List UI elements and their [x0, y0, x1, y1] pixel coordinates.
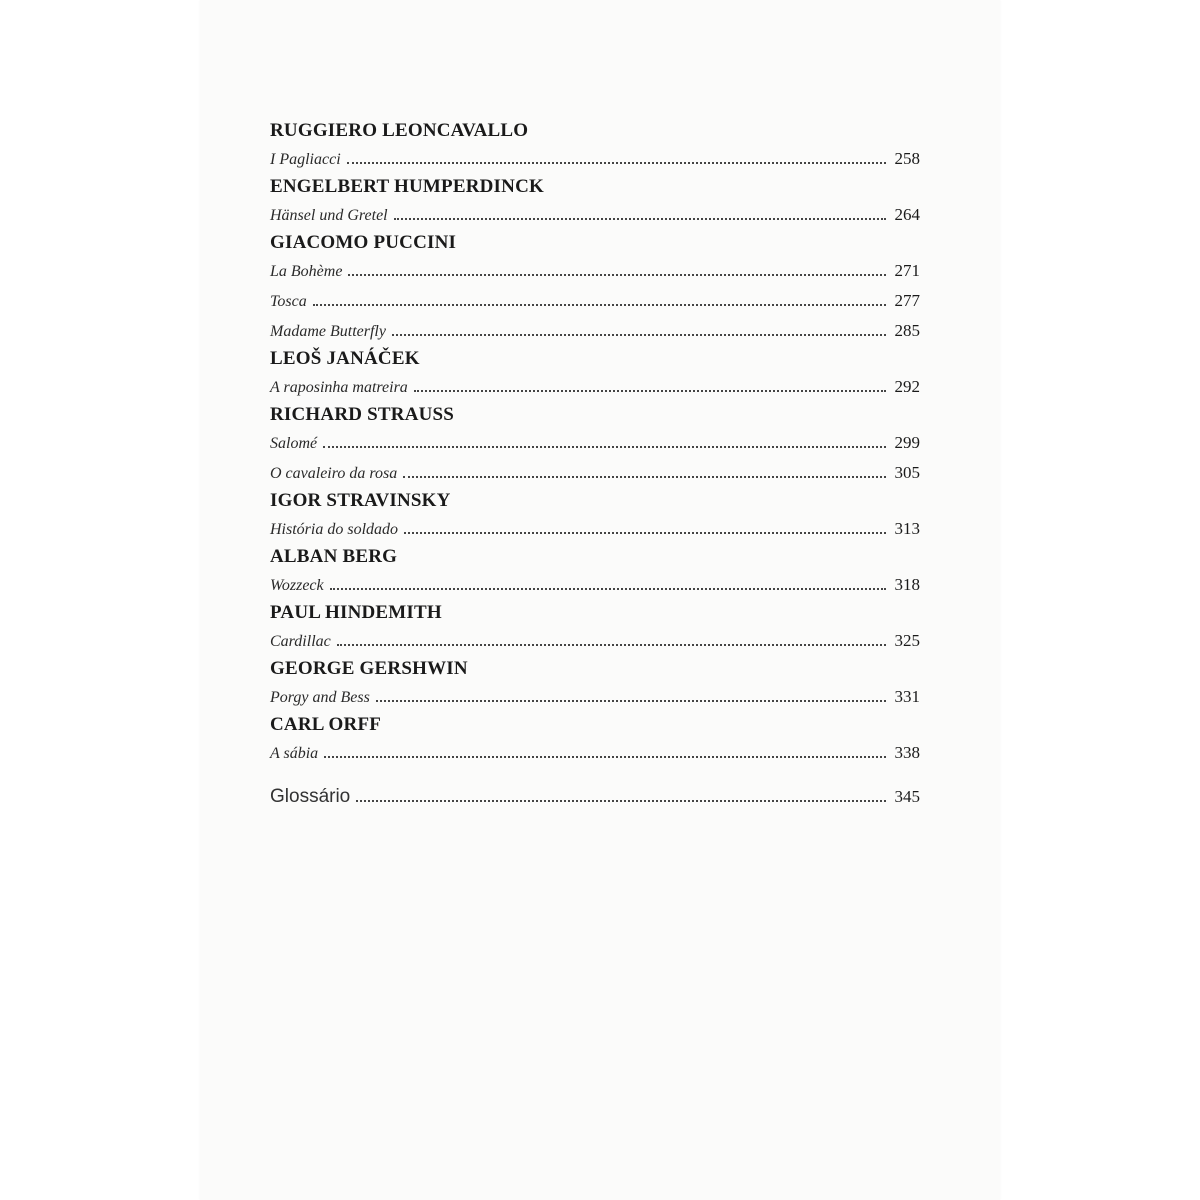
- composer-heading: RUGGIERO LEONCAVALLO: [270, 120, 529, 141]
- dot-leader: [404, 532, 886, 534]
- work-title: História do soldado: [270, 521, 399, 538]
- toc-entry: [270, 458, 920, 488]
- composer-heading: ALBAN BERG: [270, 546, 398, 567]
- composer-heading: CARL ORFF: [270, 714, 382, 735]
- toc-section: [270, 544, 920, 600]
- composer-heading: GIACOMO PUCCINI: [270, 232, 457, 253]
- dot-leader: [313, 304, 886, 306]
- toc-entry: [270, 256, 920, 286]
- page-number: 292: [894, 377, 920, 396]
- page-number: 313: [894, 519, 920, 538]
- composer-heading: LEOŠ JANÁČEK: [270, 348, 420, 369]
- toc-section: [270, 712, 920, 768]
- toc-entry: [270, 286, 920, 316]
- dot-leader: [347, 162, 886, 164]
- toc-section: [270, 174, 920, 230]
- work-title: Wozzeck: [270, 577, 324, 594]
- dot-leader: [356, 800, 886, 802]
- page-number: 258: [894, 149, 920, 168]
- dot-leader: [414, 390, 886, 392]
- work-title: Porgy and Bess: [270, 689, 370, 706]
- composer-heading: ENGELBERT HUMPERDINCK: [270, 176, 544, 197]
- toc-entry: [270, 428, 920, 458]
- toc-section: [270, 600, 920, 656]
- dot-leader: [376, 700, 886, 702]
- page-number: 305: [894, 463, 920, 482]
- table-of-contents: [270, 118, 920, 812]
- page-number: 264: [894, 205, 920, 224]
- toc-entry: [270, 144, 920, 174]
- work-title: I Pagliacci: [270, 151, 341, 168]
- toc-entry: [270, 626, 920, 656]
- composer-heading: PAUL HINDEMITH: [270, 602, 442, 623]
- toc-section: [270, 118, 920, 174]
- dot-leader: [337, 644, 886, 646]
- page-number: 277: [894, 291, 920, 310]
- dot-leader: [324, 756, 886, 758]
- page-number: 325: [894, 631, 920, 650]
- toc-entry: [270, 570, 920, 600]
- work-title: Madame Butterfly: [270, 323, 386, 340]
- work-title: Cardillac: [270, 633, 331, 650]
- dot-leader: [323, 446, 886, 448]
- toc-entry: [270, 200, 920, 230]
- toc-entry: [270, 682, 920, 712]
- toc-section: [270, 346, 920, 402]
- work-title: La Bohème: [270, 263, 343, 280]
- composer-heading: RICHARD STRAUSS: [270, 404, 455, 425]
- work-title: O cavaleiro da rosa: [270, 465, 398, 482]
- toc-section: [270, 402, 920, 488]
- toc-entry: [270, 514, 920, 544]
- work-title: Tosca: [270, 293, 307, 310]
- composer-heading: GEORGE GERSHWIN: [270, 658, 468, 679]
- toc-section: [270, 230, 920, 346]
- glossary-entry: [270, 782, 920, 812]
- page-number: 318: [894, 575, 920, 594]
- dot-leader: [394, 218, 886, 220]
- page-number: 345: [894, 787, 920, 806]
- dot-leader: [348, 274, 886, 276]
- work-title: A sábia: [270, 745, 319, 762]
- composer-heading: IGOR STRAVINSKY: [270, 490, 451, 511]
- dot-leader: [392, 334, 886, 336]
- toc-section: [270, 656, 920, 712]
- page-number: 271: [894, 261, 920, 280]
- work-title: Salomé: [270, 435, 318, 452]
- work-title: Hänsel und Gretel: [270, 207, 388, 224]
- dot-leader: [330, 588, 886, 590]
- page-number: 331: [894, 687, 920, 706]
- page-number: 338: [894, 743, 920, 762]
- dot-leader: [403, 476, 886, 478]
- toc-entry: [270, 372, 920, 402]
- glossary-title: Glossário: [270, 786, 351, 807]
- toc-entry: [270, 316, 920, 346]
- page-number: 285: [894, 321, 920, 340]
- toc-entry: [270, 738, 920, 768]
- work-title: A raposinha matreira: [270, 379, 408, 396]
- toc-section: [270, 488, 920, 544]
- page-number: 299: [894, 433, 920, 452]
